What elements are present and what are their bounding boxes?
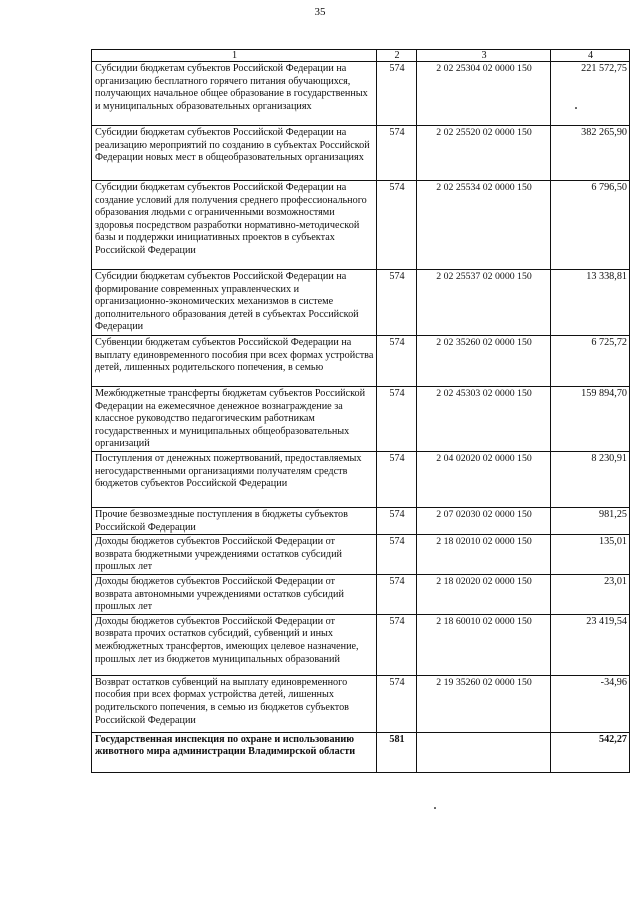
- row-amount-cell: 981,25: [551, 507, 630, 534]
- row-amount-cell: 23 419,54: [551, 614, 630, 675]
- row-budget-code-cell: 2 02 25304 02 0000 150: [417, 62, 551, 126]
- table-row: [92, 270, 630, 336]
- header-col-2: 2: [377, 50, 417, 62]
- row-amount-cell: -34,96: [551, 675, 630, 732]
- row-budget-code-cell: 2 18 02020 02 0000 150: [417, 574, 551, 614]
- row-admin-code-cell: 574: [377, 535, 417, 575]
- row-name-cell: Субвенции бюджетам субъектов Российской Федерации на выплату единовременного пособия при всех формах устройства детей, лишенных родительского попечения, в семью: [92, 336, 377, 387]
- row-name-cell: Субсидии бюджетам субъектов Российской Федерации на реализацию мероприятий по созданию в субъектах Российской Федерации новых мест в общеобразовательных организациях: [92, 126, 377, 181]
- table-row: [92, 507, 630, 534]
- row-name-cell: Возврат остатков субвенций на выплату единовременного пособия при всех формах устройства детей, лишенных родительского попечения, в семью из бюджетов субъектов Российской Федерации: [92, 675, 377, 732]
- table-row: [92, 614, 630, 675]
- table-row: [92, 62, 630, 126]
- row-amount-cell: 159 894,70: [551, 387, 630, 452]
- header-col-1: 1: [92, 50, 377, 62]
- row-name-cell: Межбюджетные трансферты бюджетам субъектов Российской Федерации на ежемесячное денежное вознаграждение за классное руководство педагогическим работникам государственных и муниципальных общеобразовательных организаций: [92, 387, 377, 452]
- row-name-cell: Субсидии бюджетам субъектов Российской Федерации на организацию бесплатного горячего питания обучающихся, получающих начальное общее образование в государственных и муниципальных образовательных организациях: [92, 62, 377, 126]
- row-amount-cell: 135,01: [551, 535, 630, 575]
- row-admin-code-cell: 574: [377, 336, 417, 387]
- table-row: [92, 336, 630, 387]
- row-amount-cell: 8 230,91: [551, 451, 630, 507]
- page-number: 35: [314, 6, 326, 18]
- row-name-cell: Доходы бюджетов субъектов Российской Федерации от возврата бюджетными учреждениями остатков субсидий прошлых лет: [92, 535, 377, 575]
- row-budget-code-cell: 2 02 25537 02 0000 150: [417, 270, 551, 336]
- row-amount-cell: 6 725,72: [551, 336, 630, 387]
- header-col-3: 3: [417, 50, 551, 62]
- row-name-cell: Субсидии бюджетам субъектов Российской Федерации на создание условий для получения среднего профессионального образования людьми с ограниченными возможностями здоровья посредством разработки нормативно-методической базы и поддержки инициативных проектов в субъектах Российской Федерации: [92, 181, 377, 270]
- row-admin-code-cell: 574: [377, 574, 417, 614]
- row-admin-code-cell: 574: [377, 451, 417, 507]
- row-amount-cell: 382 265,90: [551, 126, 630, 181]
- row-budget-code-cell: 2 02 35260 02 0000 150: [417, 336, 551, 387]
- row-admin-code-cell: 581: [377, 732, 417, 772]
- row-name-cell: Государственная инспекция по охране и использованию животного мира администрации Владимирской области: [92, 732, 377, 772]
- table-row: [92, 126, 630, 181]
- row-budget-code-cell: 2 02 45303 02 0000 150: [417, 387, 551, 452]
- row-name-cell: Доходы бюджетов субъектов Российской Федерации от возврата автономными учреждениями остатков субсидий прошлых лет: [92, 574, 377, 614]
- row-amount-cell: 13 338,81: [551, 270, 630, 336]
- row-budget-code-cell: 2 02 25534 02 0000 150: [417, 181, 551, 270]
- row-admin-code-cell: 574: [377, 675, 417, 732]
- row-admin-code-cell: 574: [377, 507, 417, 534]
- scan-speck: [575, 107, 577, 109]
- table-row: [92, 387, 630, 452]
- table-header-row: [92, 50, 630, 62]
- table-row: [92, 574, 630, 614]
- table-row: [92, 535, 630, 575]
- row-name-cell: Поступления от денежных пожертвований, предоставляемых негосударственными организациями получателям средств бюджетов субъектов Российской Федерации: [92, 451, 377, 507]
- row-admin-code-cell: 574: [377, 126, 417, 181]
- row-budget-code-cell: 2 18 60010 02 0000 150: [417, 614, 551, 675]
- row-admin-code-cell: 574: [377, 62, 417, 126]
- scan-speck: [434, 807, 436, 809]
- row-name-cell: Субсидии бюджетам субъектов Российской Федерации на формирование современных управленческих и организационно-экономических механизмов в системе дополнительного образования детей в субъектах Российской Федерации: [92, 270, 377, 336]
- row-amount-cell: 221 572,75: [551, 62, 630, 126]
- header-col-4: 4: [551, 50, 630, 62]
- row-admin-code-cell: 574: [377, 270, 417, 336]
- row-amount-cell: 542,27: [551, 732, 630, 772]
- row-name-cell: Доходы бюджетов субъектов Российской Федерации от возврата прочих остатков субсидий, субвенций и иных межбюджетных трансфертов, имеющих целевое назначение, прошлых лет из бюджетов муниципальных образований: [92, 614, 377, 675]
- row-admin-code-cell: 574: [377, 387, 417, 452]
- row-budget-code-cell: 2 19 35260 02 0000 150: [417, 675, 551, 732]
- row-budget-code-cell: [417, 732, 551, 772]
- table-row: [92, 675, 630, 732]
- row-amount-cell: 23,01: [551, 574, 630, 614]
- row-budget-code-cell: 2 07 02030 02 0000 150: [417, 507, 551, 534]
- table-row: [92, 451, 630, 507]
- row-admin-code-cell: 574: [377, 614, 417, 675]
- row-budget-code-cell: 2 04 02020 02 0000 150: [417, 451, 551, 507]
- table-row: [92, 732, 630, 772]
- row-name-cell: Прочие безвозмездные поступления в бюджеты субъектов Российской Федерации: [92, 507, 377, 534]
- row-budget-code-cell: 2 18 02010 02 0000 150: [417, 535, 551, 575]
- table-row: [92, 181, 630, 270]
- row-admin-code-cell: 574: [377, 181, 417, 270]
- row-amount-cell: 6 796,50: [551, 181, 630, 270]
- budget-revenue-table: [91, 49, 630, 773]
- row-budget-code-cell: 2 02 25520 02 0000 150: [417, 126, 551, 181]
